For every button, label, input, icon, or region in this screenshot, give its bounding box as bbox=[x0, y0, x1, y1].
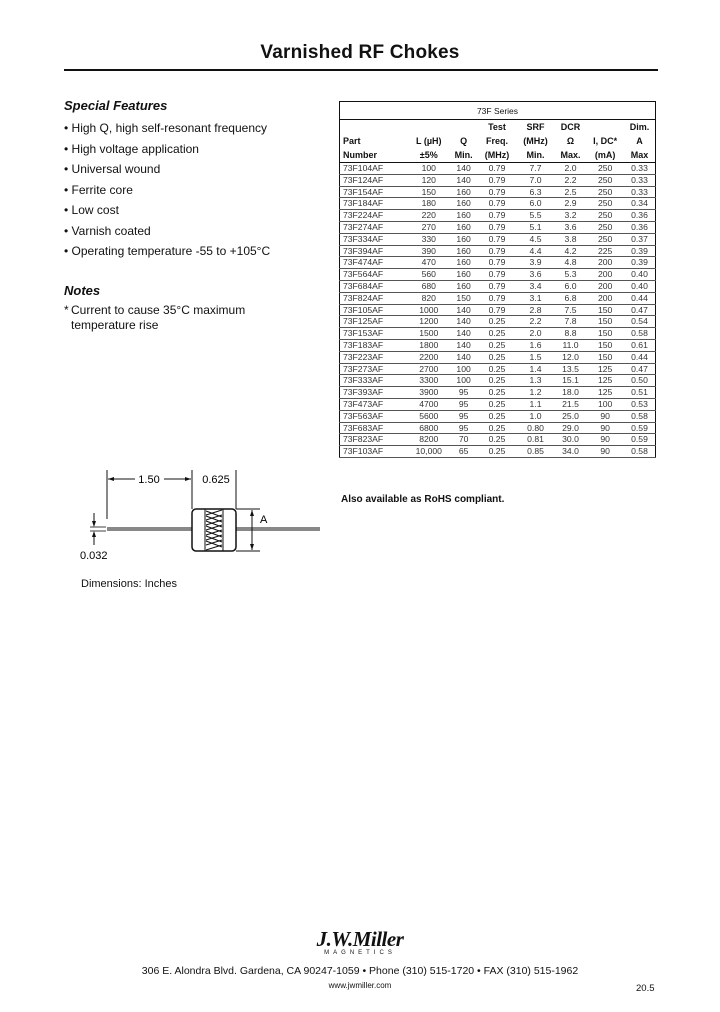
table-row bbox=[340, 422, 656, 434]
specs-table bbox=[339, 101, 656, 458]
table-cell: 0.80 bbox=[516, 422, 555, 434]
table-cell: 95 bbox=[449, 410, 477, 422]
table-row bbox=[340, 434, 656, 446]
table-cell: 150 bbox=[586, 304, 624, 316]
table-cell: 21.5 bbox=[555, 398, 586, 410]
col-header: DCR bbox=[555, 120, 586, 135]
table-cell: 0.79 bbox=[478, 198, 517, 210]
table-cell: 3300 bbox=[408, 375, 449, 387]
table-cell: 0.34 bbox=[624, 198, 656, 210]
table-cell: 2200 bbox=[408, 351, 449, 363]
notes-text bbox=[64, 303, 304, 333]
table-cell: 0.58 bbox=[624, 410, 656, 422]
table-cell: 160 bbox=[449, 245, 477, 257]
table-cell: 0.39 bbox=[624, 257, 656, 269]
table-cell: 0.25 bbox=[478, 434, 517, 446]
table-cell: 90 bbox=[586, 434, 624, 446]
col-header: Max bbox=[624, 148, 656, 163]
table-cell: 11.0 bbox=[555, 339, 586, 351]
arrow-icon bbox=[92, 521, 96, 527]
table-cell: 200 bbox=[586, 292, 624, 304]
features-list bbox=[64, 118, 270, 262]
logo-subtext: MAGNETICS bbox=[324, 950, 396, 956]
table-cell: 0.79 bbox=[478, 245, 517, 257]
table-cell: 250 bbox=[586, 174, 624, 186]
table-row bbox=[340, 210, 656, 222]
arrow-icon bbox=[92, 531, 96, 537]
table-row bbox=[340, 304, 656, 316]
feature-item: • Ferrite core bbox=[64, 180, 270, 201]
table-cell: 0.61 bbox=[624, 339, 656, 351]
specs-table-body bbox=[340, 163, 656, 458]
arrow-icon bbox=[185, 477, 191, 481]
table-cell: 4.8 bbox=[555, 257, 586, 269]
table-cell: 90 bbox=[586, 446, 624, 458]
table-cell: 560 bbox=[408, 269, 449, 281]
table-cell: 2.0 bbox=[516, 328, 555, 340]
table-row bbox=[340, 375, 656, 387]
table-cell: 1.1 bbox=[516, 398, 555, 410]
arrow-icon bbox=[250, 510, 254, 516]
table-cell: 3.1 bbox=[516, 292, 555, 304]
table-cell: 100 bbox=[586, 398, 624, 410]
table-cell: 0.58 bbox=[624, 328, 656, 340]
feature-item: • High voltage application bbox=[64, 139, 270, 160]
table-cell: 0.79 bbox=[478, 269, 517, 281]
header-row-1 bbox=[340, 120, 656, 135]
table-cell: 250 bbox=[586, 163, 624, 175]
table-cell: 1.6 bbox=[516, 339, 555, 351]
table-cell: 73F105AF bbox=[340, 304, 409, 316]
title-rule bbox=[64, 69, 658, 71]
table-cell: 34.0 bbox=[555, 446, 586, 458]
table-row bbox=[340, 198, 656, 210]
table-cell: 70 bbox=[449, 434, 477, 446]
table-cell: 73F154AF bbox=[340, 186, 409, 198]
feature-item: • Operating temperature -55 to +105°C bbox=[64, 241, 270, 262]
table-row bbox=[340, 328, 656, 340]
table-cell: 5.5 bbox=[516, 210, 555, 222]
table-row bbox=[340, 174, 656, 186]
table-cell: 125 bbox=[586, 387, 624, 399]
arrow-icon bbox=[250, 544, 254, 550]
col-header: Min. bbox=[516, 148, 555, 163]
table-row bbox=[340, 245, 656, 257]
rohs-note: Also available as RoHS compliant. bbox=[341, 494, 505, 505]
table-cell: 0.40 bbox=[624, 269, 656, 281]
col-header: Max. bbox=[555, 148, 586, 163]
table-cell: 73F273AF bbox=[340, 363, 409, 375]
table-cell: 6800 bbox=[408, 422, 449, 434]
table-cell: 3.9 bbox=[516, 257, 555, 269]
table-cell: 30.0 bbox=[555, 434, 586, 446]
table-cell: 95 bbox=[449, 387, 477, 399]
table-cell: 73F564AF bbox=[340, 269, 409, 281]
table-cell: 73F124AF bbox=[340, 174, 409, 186]
table-row bbox=[340, 339, 656, 351]
page-title: Varnished RF Chokes bbox=[260, 42, 460, 63]
table-cell: 5.1 bbox=[516, 221, 555, 233]
table-cell: 0.50 bbox=[624, 375, 656, 387]
table-cell: 820 bbox=[408, 292, 449, 304]
dimension-drawing bbox=[80, 465, 330, 575]
col-header: Dim. bbox=[624, 120, 656, 135]
table-cell: 10,000 bbox=[408, 446, 449, 458]
table-cell: 73F333AF bbox=[340, 375, 409, 387]
table-cell: 225 bbox=[586, 245, 624, 257]
table-cell: 3.6 bbox=[555, 221, 586, 233]
table-cell: 73F394AF bbox=[340, 245, 409, 257]
table-cell: 160 bbox=[449, 210, 477, 222]
table-row bbox=[340, 233, 656, 245]
table-cell: 3900 bbox=[408, 387, 449, 399]
table-cell: 65 bbox=[449, 446, 477, 458]
table-cell: 73F393AF bbox=[340, 387, 409, 399]
table-cell: 0.59 bbox=[624, 434, 656, 446]
table-cell: 120 bbox=[408, 174, 449, 186]
note-line-1: Current to cause 35°C maximum bbox=[71, 303, 246, 317]
table-cell: 0.47 bbox=[624, 363, 656, 375]
series-title: 73F Series bbox=[340, 102, 656, 120]
col-header: Freq. bbox=[478, 134, 517, 148]
table-cell: 73F683AF bbox=[340, 422, 409, 434]
table-cell: 4700 bbox=[408, 398, 449, 410]
table-cell: 0.79 bbox=[478, 186, 517, 198]
table-cell: 1.0 bbox=[516, 410, 555, 422]
table-cell: 0.36 bbox=[624, 210, 656, 222]
arrow-icon bbox=[108, 477, 114, 481]
table-cell: 160 bbox=[449, 269, 477, 281]
table-cell: 160 bbox=[449, 198, 477, 210]
table-cell: 160 bbox=[449, 221, 477, 233]
table-cell: 73F823AF bbox=[340, 434, 409, 446]
table-cell: 7.7 bbox=[516, 163, 555, 175]
table-cell: 0.25 bbox=[478, 375, 517, 387]
table-cell: 140 bbox=[449, 328, 477, 340]
col-header: Number bbox=[340, 148, 409, 163]
col-header: (mA) bbox=[586, 148, 624, 163]
table-cell: 0.25 bbox=[478, 422, 517, 434]
col-header: Q bbox=[449, 134, 477, 148]
feature-item: • Universal wound bbox=[64, 159, 270, 180]
table-cell: 6.0 bbox=[516, 198, 555, 210]
table-cell: 6.0 bbox=[555, 280, 586, 292]
table-cell: 0.33 bbox=[624, 174, 656, 186]
table-cell: 1500 bbox=[408, 328, 449, 340]
table-cell: 2.8 bbox=[516, 304, 555, 316]
website-link[interactable]: www.jwmiller.com bbox=[328, 981, 392, 990]
table-cell: 0.25 bbox=[478, 363, 517, 375]
table-cell: 470 bbox=[408, 257, 449, 269]
col-header: Part bbox=[340, 134, 409, 148]
table-cell: 270 bbox=[408, 221, 449, 233]
table-cell: 73F184AF bbox=[340, 198, 409, 210]
col-header bbox=[449, 120, 477, 135]
table-cell: 73F563AF bbox=[340, 410, 409, 422]
table-cell: 5600 bbox=[408, 410, 449, 422]
table-cell: 0.25 bbox=[478, 446, 517, 458]
table-cell: 0.79 bbox=[478, 221, 517, 233]
table-cell: 140 bbox=[449, 304, 477, 316]
note-mark: * bbox=[64, 303, 69, 317]
header-row-2 bbox=[340, 134, 656, 148]
table-cell: 0.25 bbox=[478, 328, 517, 340]
table-cell: 0.79 bbox=[478, 292, 517, 304]
table-cell: 0.44 bbox=[624, 351, 656, 363]
table-cell: 73F104AF bbox=[340, 163, 409, 175]
table-cell: 0.59 bbox=[624, 422, 656, 434]
table-cell: 95 bbox=[449, 422, 477, 434]
table-cell: 200 bbox=[586, 280, 624, 292]
table-cell: 0.79 bbox=[478, 257, 517, 269]
table-cell: 1000 bbox=[408, 304, 449, 316]
notes-heading: Notes bbox=[64, 283, 101, 298]
table-cell: 0.25 bbox=[478, 410, 517, 422]
table-cell: 3.2 bbox=[555, 210, 586, 222]
table-cell: 2700 bbox=[408, 363, 449, 375]
table-cell: 95 bbox=[449, 398, 477, 410]
table-cell: 4.2 bbox=[555, 245, 586, 257]
table-cell: 1.2 bbox=[516, 387, 555, 399]
dim-length-label: 1.50 bbox=[138, 474, 160, 486]
table-cell: 0.79 bbox=[478, 280, 517, 292]
col-header: Test bbox=[478, 120, 517, 135]
table-cell: 0.47 bbox=[624, 304, 656, 316]
table-cell: 73F684AF bbox=[340, 280, 409, 292]
table-cell: 220 bbox=[408, 210, 449, 222]
table-row bbox=[340, 280, 656, 292]
table-cell: 73F125AF bbox=[340, 316, 409, 328]
table-cell: 90 bbox=[586, 410, 624, 422]
table-cell: 0.25 bbox=[478, 387, 517, 399]
table-cell: 3.8 bbox=[555, 233, 586, 245]
col-header: Ω bbox=[555, 134, 586, 148]
table-cell: 8.8 bbox=[555, 328, 586, 340]
table-row bbox=[340, 257, 656, 269]
table-cell: 250 bbox=[586, 210, 624, 222]
table-cell: 90 bbox=[586, 422, 624, 434]
coil-body bbox=[192, 509, 236, 551]
table-cell: 250 bbox=[586, 233, 624, 245]
col-header bbox=[586, 120, 624, 135]
table-cell: 15.1 bbox=[555, 375, 586, 387]
table-cell: 0.53 bbox=[624, 398, 656, 410]
table-cell: 6.3 bbox=[516, 186, 555, 198]
table-cell: 0.40 bbox=[624, 280, 656, 292]
table-cell: 0.37 bbox=[624, 233, 656, 245]
features-heading: Special Features bbox=[64, 98, 168, 113]
table-cell: 390 bbox=[408, 245, 449, 257]
table-cell: 73F824AF bbox=[340, 292, 409, 304]
table-cell: 4.5 bbox=[516, 233, 555, 245]
logo-text: J.W.Miller bbox=[316, 927, 404, 951]
col-header bbox=[340, 120, 409, 135]
table-cell: 125 bbox=[586, 363, 624, 375]
table-cell: 140 bbox=[449, 163, 477, 175]
header-row-3 bbox=[340, 148, 656, 163]
table-cell: 5.3 bbox=[555, 269, 586, 281]
table-cell: 2.2 bbox=[555, 174, 586, 186]
table-cell: 200 bbox=[586, 257, 624, 269]
table-cell: 140 bbox=[449, 316, 477, 328]
col-header: (MHz) bbox=[478, 148, 517, 163]
table-cell: 25.0 bbox=[555, 410, 586, 422]
col-header: A bbox=[624, 134, 656, 148]
table-cell: 73F474AF bbox=[340, 257, 409, 269]
note-line-2: temperature rise bbox=[71, 318, 159, 332]
table-cell: 0.81 bbox=[516, 434, 555, 446]
table-cell: 150 bbox=[586, 328, 624, 340]
table-cell: 4.4 bbox=[516, 245, 555, 257]
table-cell: 100 bbox=[408, 163, 449, 175]
table-cell: 2.0 bbox=[555, 163, 586, 175]
table-cell: 250 bbox=[586, 221, 624, 233]
table-cell: 0.33 bbox=[624, 163, 656, 175]
col-header: L (µH) bbox=[408, 134, 449, 148]
dimensions-units: Dimensions: Inches bbox=[81, 578, 177, 590]
table-cell: 0.25 bbox=[478, 351, 517, 363]
table-cell: 13.5 bbox=[555, 363, 586, 375]
table-cell: 0.39 bbox=[624, 245, 656, 257]
col-header: SRF bbox=[516, 120, 555, 135]
table-cell: 0.79 bbox=[478, 304, 517, 316]
table-row bbox=[340, 316, 656, 328]
table-cell: 73F274AF bbox=[340, 221, 409, 233]
table-cell: 150 bbox=[449, 292, 477, 304]
table-cell: 12.0 bbox=[555, 351, 586, 363]
table-cell: 1.4 bbox=[516, 363, 555, 375]
table-cell: 140 bbox=[449, 174, 477, 186]
table-cell: 150 bbox=[586, 339, 624, 351]
table-cell: 2.9 bbox=[555, 198, 586, 210]
table-cell: 3.4 bbox=[516, 280, 555, 292]
table-cell: 100 bbox=[449, 375, 477, 387]
brand-logo bbox=[0, 927, 720, 956]
table-row bbox=[340, 387, 656, 399]
table-row bbox=[340, 446, 656, 458]
dim-wire-label: 0.032 bbox=[80, 550, 108, 562]
dim-a-label: A bbox=[260, 514, 268, 526]
table-cell: 0.79 bbox=[478, 174, 517, 186]
table-cell: 200 bbox=[586, 269, 624, 281]
table-cell: 250 bbox=[586, 198, 624, 210]
table-cell: 0.36 bbox=[624, 221, 656, 233]
table-row bbox=[340, 398, 656, 410]
table-cell: 1.3 bbox=[516, 375, 555, 387]
table-cell: 0.44 bbox=[624, 292, 656, 304]
table-row bbox=[340, 221, 656, 233]
table-cell: 0.79 bbox=[478, 163, 517, 175]
page-number: 20.5 bbox=[636, 983, 655, 994]
table-cell: 160 bbox=[449, 186, 477, 198]
table-cell: 1200 bbox=[408, 316, 449, 328]
table-cell: 73F473AF bbox=[340, 398, 409, 410]
table-cell: 125 bbox=[586, 375, 624, 387]
table-cell: 150 bbox=[586, 316, 624, 328]
table-cell: 330 bbox=[408, 233, 449, 245]
feature-item: • Low cost bbox=[64, 200, 270, 221]
table-cell: 150 bbox=[586, 351, 624, 363]
table-cell: 0.25 bbox=[478, 398, 517, 410]
table-row bbox=[340, 410, 656, 422]
table-cell: 150 bbox=[408, 186, 449, 198]
table-cell: 160 bbox=[449, 280, 477, 292]
table-cell: 73F103AF bbox=[340, 446, 409, 458]
dim-body-label: 0.625 bbox=[202, 474, 230, 486]
col-header: I, DC* bbox=[586, 134, 624, 148]
table-cell: 0.85 bbox=[516, 446, 555, 458]
table-row bbox=[340, 163, 656, 175]
table-cell: 7.0 bbox=[516, 174, 555, 186]
feature-item: • Varnish coated bbox=[64, 221, 270, 242]
table-row bbox=[340, 351, 656, 363]
table-cell: 0.51 bbox=[624, 387, 656, 399]
table-cell: 0.79 bbox=[478, 210, 517, 222]
table-cell: 1800 bbox=[408, 339, 449, 351]
table-cell: 0.25 bbox=[478, 316, 517, 328]
table-row bbox=[340, 269, 656, 281]
table-cell: 73F183AF bbox=[340, 339, 409, 351]
table-cell: 100 bbox=[449, 363, 477, 375]
table-cell: 7.8 bbox=[555, 316, 586, 328]
table-cell: 0.25 bbox=[478, 339, 517, 351]
table-cell: 7.5 bbox=[555, 304, 586, 316]
table-cell: 73F223AF bbox=[340, 351, 409, 363]
table-cell: 0.79 bbox=[478, 233, 517, 245]
company-address: 306 E. Alondra Blvd. Gardena, CA 90247-1059 • Phone (310) 515-1720 • FAX (310) 515-1962 bbox=[141, 965, 579, 977]
table-cell: 250 bbox=[586, 186, 624, 198]
table-row bbox=[340, 363, 656, 375]
table-row bbox=[340, 186, 656, 198]
table-cell: 8200 bbox=[408, 434, 449, 446]
table-cell: 140 bbox=[449, 351, 477, 363]
table-cell: 2.2 bbox=[516, 316, 555, 328]
col-header: Min. bbox=[449, 148, 477, 163]
table-cell: 6.8 bbox=[555, 292, 586, 304]
table-cell: 180 bbox=[408, 198, 449, 210]
table-cell: 73F334AF bbox=[340, 233, 409, 245]
table-cell: 18.0 bbox=[555, 387, 586, 399]
table-cell: 73F153AF bbox=[340, 328, 409, 340]
feature-item: • High Q, high self-resonant frequency bbox=[64, 118, 270, 139]
table-row bbox=[340, 292, 656, 304]
table-cell: 160 bbox=[449, 233, 477, 245]
table-cell: 2.5 bbox=[555, 186, 586, 198]
table-cell: 160 bbox=[449, 257, 477, 269]
table-cell: 680 bbox=[408, 280, 449, 292]
table-cell: 0.54 bbox=[624, 316, 656, 328]
table-cell: 3.6 bbox=[516, 269, 555, 281]
col-header: (MHz) bbox=[516, 134, 555, 148]
table-cell: 140 bbox=[449, 339, 477, 351]
table-cell: 1.5 bbox=[516, 351, 555, 363]
col-header: ±5% bbox=[408, 148, 449, 163]
table-cell: 0.58 bbox=[624, 446, 656, 458]
table-cell: 73F224AF bbox=[340, 210, 409, 222]
col-header bbox=[408, 120, 449, 135]
table-cell: 29.0 bbox=[555, 422, 586, 434]
table-cell: 0.33 bbox=[624, 186, 656, 198]
